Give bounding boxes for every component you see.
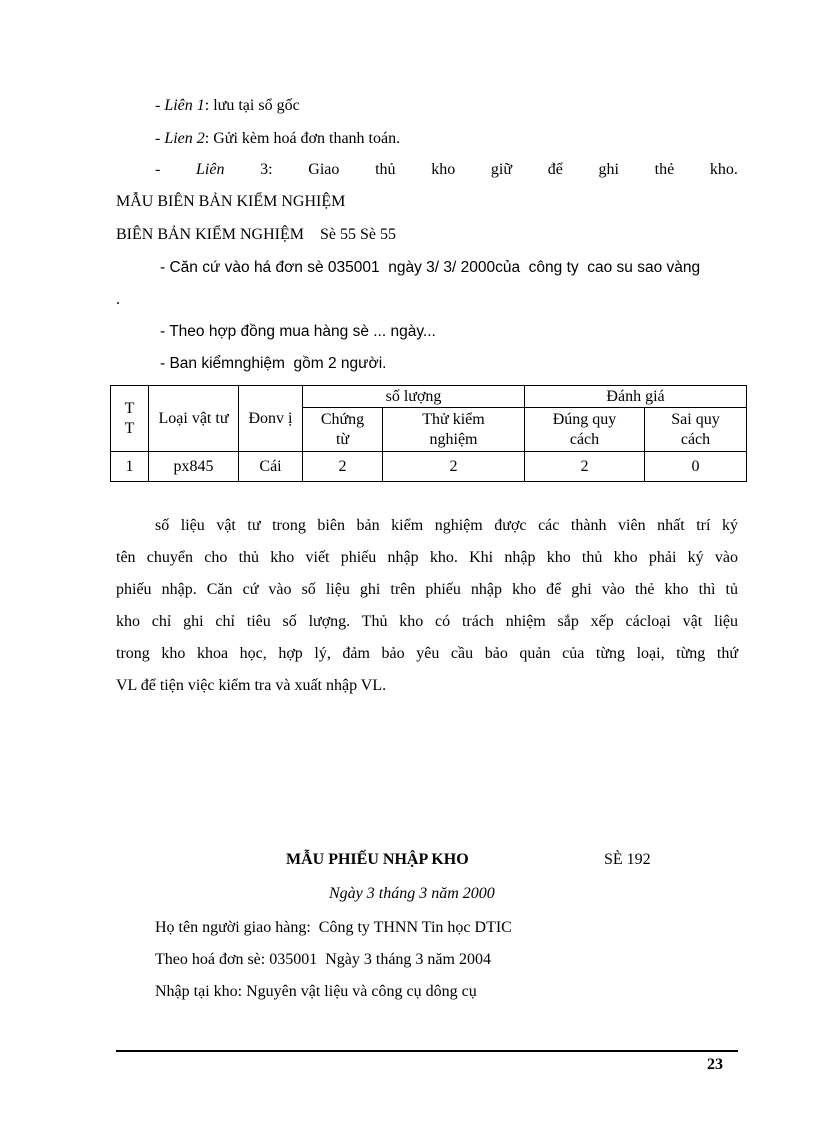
basis-line: - Căn cứ vào há đơn sè 035001 ngày 3/ 3/ 2000của công ty cao su sao vàng: [160, 259, 701, 276]
header-tt: T T: [111, 386, 149, 452]
paragraph-line-3: phiếu nhập. Căn cứ vào số liệu ghi trên phiếu nhập kho để ghi vào thẻ kho thì tủ: [116, 581, 738, 598]
cell-test: 2: [383, 452, 525, 482]
lien-1-label: Liên 1: [164, 97, 205, 114]
receipt-warehouse: Nhập tại kho: Nguyên vật liệu và công cụ dông cụ: [155, 983, 477, 1000]
header-evaluation: Đánh giá: [525, 386, 747, 408]
header-quantity: số lượng: [303, 386, 525, 408]
paragraph-line-2: tên chuyển cho thủ kho viết phiếu nhập kho. Khi nhập kho thủ kho phải ký vào: [116, 549, 738, 566]
header-document: Chứng từ: [303, 408, 383, 452]
basis-continuation: .: [116, 291, 120, 308]
paragraph-line-5: trong kho khoa học, hợp lý, đảm bảo yêu cầu bảo quản của từng loại, từng thứ: [116, 645, 738, 662]
lien-3-line: - Liên 3: Giao thủ kho giữ để ghi thẻ kho.: [155, 161, 738, 178]
report-heading: BIÊN BẢN KIỂM NGHIỆM Sè 55 Sè 55: [116, 226, 396, 243]
header-conform: Đúng quy cách: [525, 408, 645, 452]
inspection-table: [110, 385, 747, 482]
cell-document: 2: [303, 452, 383, 482]
header-unit: Đonv ị: [239, 386, 303, 452]
header-type: Loại vật tư: [149, 386, 239, 452]
lien-2-line: - Lien 2: Gửi kèm hoá đơn thanh toán.: [155, 130, 401, 147]
paragraph-line-6: VL để tiện việc kiểm tra và xuất nhập VL.: [116, 677, 387, 694]
footer-rule: [116, 1050, 738, 1052]
receipt-title: MẪU PHIẾU NHẬP KHO: [286, 851, 469, 868]
cell-tt: 1: [111, 452, 149, 482]
cell-conform: 2: [525, 452, 645, 482]
contract-line: - Theo hợp đồng mua hàng sè ... ngày...: [160, 323, 436, 340]
receipt-date: Ngày 3 tháng 3 năm 2000: [329, 885, 495, 902]
lien-2-label: Lien 2: [164, 130, 205, 147]
committee-line: - Ban kiểmnghiệm gồm 2 người.: [160, 355, 387, 372]
paragraph-line-1: số liệu vật tư trong biên bản kiểm nghiệm được các thành viên nhất trí ký: [155, 517, 738, 534]
cell-type: px845: [149, 452, 239, 482]
cell-unit: Cái: [239, 452, 303, 482]
receipt-number: SÈ 192: [604, 851, 651, 868]
header-test: Thử kiểm nghiệm: [383, 408, 525, 452]
page-number: 23: [707, 1056, 723, 1073]
form-title: MẪU BIÊN BẢN KIỂM NGHIỆM: [116, 193, 346, 210]
paragraph-line-4: kho chỉ ghi chỉ tiêu số lượng. Thủ kho có trách nhiệm sắp xếp cácloại vật liệu: [116, 613, 738, 630]
receipt-invoice: Theo hoá đơn sè: 035001 Ngày 3 tháng 3 năm 2004: [155, 951, 491, 968]
receipt-deliverer: Họ tên người giao hàng: Công ty THNN Tin học DTIC: [155, 919, 512, 936]
cell-nonconform: 0: [645, 452, 747, 482]
header-nonconform: Sai quy cách: [645, 408, 747, 452]
lien-1-line: - Liên 1: lưu tại sổ gốc: [155, 97, 300, 114]
table-row: [111, 452, 747, 482]
